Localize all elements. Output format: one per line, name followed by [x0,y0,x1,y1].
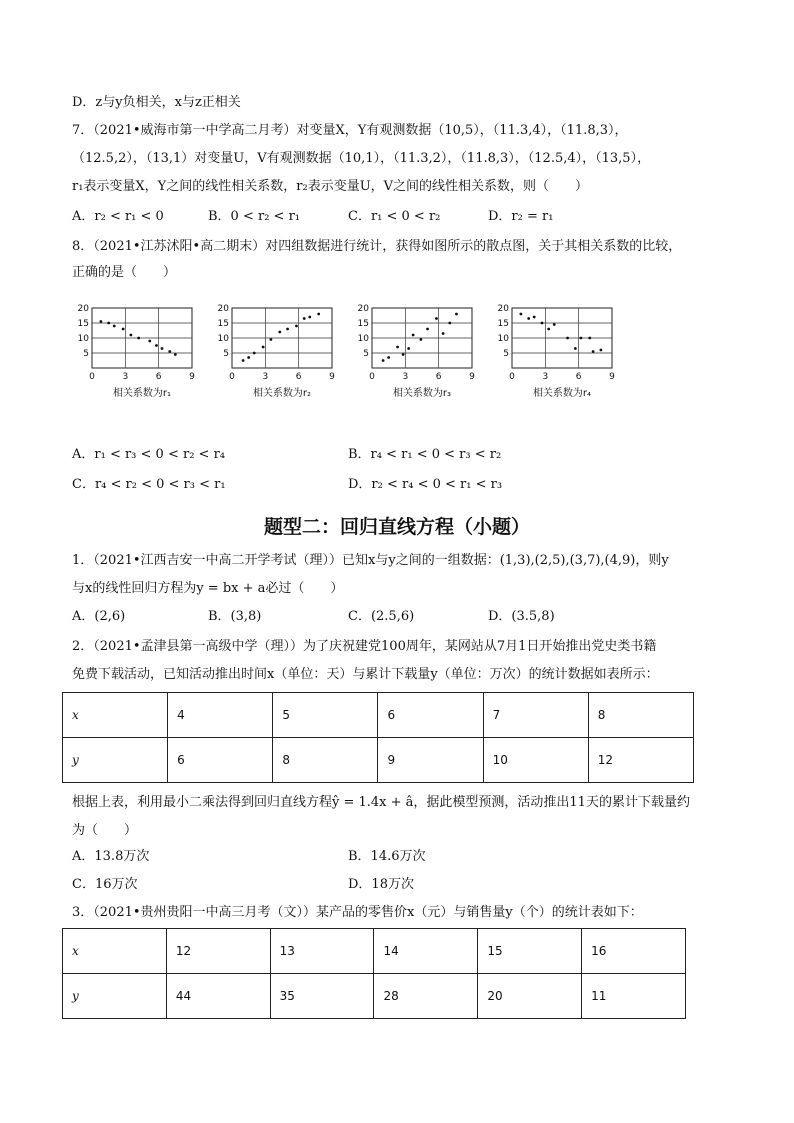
x-tick-label: 9 [609,372,615,382]
scatter-point [129,334,132,337]
table-cell: 44 [166,974,270,1019]
scatter-point [547,328,550,331]
scatter-point [247,356,250,359]
x-tick-label: 3 [122,372,129,382]
scatter-point [592,350,595,353]
scatter-point [396,346,399,349]
scatter-point [295,325,298,328]
q1-option-c: C．(2.5,6) [348,609,415,624]
q2-stem-line1: 2．（2021•孟津县第一高级中学（理））为了庆祝建党100周年，某网站从7月1日开始推出党史类书籍 [72,639,657,654]
x-tick-label: 3 [542,372,549,382]
q7-stem-line2: （12.5,2），（13,1）对变量U，V有观测数据（10,1），（11.3,2），（11.8,3），（12.5,4），（13,5）， [72,151,651,166]
q7-option-c: C．r₁ < 0 < r₂ [348,209,441,224]
y-tick-label: 10 [357,334,369,344]
scatter-point [317,313,320,316]
scatter-point [155,344,158,347]
q8-option-c: C．r₄ < r₂ < 0 < r₃ < r₁ [72,477,226,492]
table-cell: x [63,693,168,738]
scatter-point [402,353,405,356]
x-tick-label: 6 [295,372,302,382]
scatter-point [382,359,385,362]
section-title: 题型二：回归直线方程（小题） [263,516,530,538]
q1-option-b: B．(3,8) [208,609,262,624]
table-cell: 11 [582,974,686,1019]
scatter-point [435,317,438,320]
q7-option-b: B．0 < r₂ < r₁ [208,209,300,224]
x-axis-label: 相关系数为r₃ [392,388,452,399]
scatter-point [137,337,140,340]
q2-stem-line3: 根据上表，利用最小二乘法得到回归直线方程ŷ = 1.4x + â，据此模型预测，活动推出11天的累计下载量约 [72,795,690,810]
x-tick-label: 6 [155,372,162,382]
scatter-point [168,350,171,353]
scatter-point [448,322,451,325]
table-cell: 7 [483,693,588,738]
scatter-point [303,317,306,320]
scatter-point [566,337,569,340]
table-cell: 6 [168,738,273,783]
scatter-point [527,317,530,320]
scatter-point [99,320,102,323]
table-cell: 20 [478,974,582,1019]
x-tick-label: 9 [469,372,475,382]
scatter-point [426,328,429,331]
scatter-point [407,347,410,350]
scatter-point [588,337,591,340]
scatter-point [541,322,544,325]
scatter-point [122,328,125,331]
y-tick-label: 15 [497,319,509,329]
scatter-point [269,338,272,341]
x-tick-label: 0 [509,372,515,382]
q1-option-d: D．(3.5,8) [488,609,555,624]
scatter-point [308,316,311,319]
y-tick-label: 5 [363,349,369,359]
table-cell: 8 [588,693,693,738]
q2-option-a: A．13.8万次 [72,849,150,864]
q2-option-d: D．18万次 [348,877,414,892]
table-cell: 10 [483,738,588,783]
table-cell: 14 [374,929,478,974]
x-tick-label: 6 [435,372,442,382]
y-tick-label: 5 [503,349,509,359]
scatter-point [262,346,265,349]
scatter-svg-r2 [210,298,350,408]
table-cell: 5 [273,693,378,738]
table-row [63,693,694,738]
x-tick-label: 0 [89,372,95,382]
x-tick-label: 3 [262,372,269,382]
x-tick-label: 9 [329,372,335,382]
table-cell: 13 [270,929,374,974]
scatter-point [242,359,245,362]
scatter-point [599,349,602,352]
scatter-point [253,352,256,355]
table-cell: 35 [270,974,374,1019]
y-tick-label: 20 [217,304,229,314]
scatter-point [107,322,110,325]
y-tick-label: 15 [357,319,369,329]
table-cell: 15 [478,929,582,974]
q2-stem-line4: 为（ ） [72,823,138,838]
q1-stem-line1: 1．（2021•江西吉安一中高二开学考试（理））已知x与y之间的一组数据：(1,3),(2,5),(3,7),(4,9)，则y [72,553,669,568]
y-tick-label: 15 [77,319,89,329]
scatter-svg-r4 [490,298,630,408]
y-tick-label: 10 [217,334,229,344]
q7-stem-line1: 7．（2021•威海市第一中学高二月考）对变量X，Y有观测数据（10,5），（11.3,4），（11.8,3）， [72,123,628,138]
scatter-point [113,325,116,328]
y-tick-label: 15 [217,319,229,329]
scatter-svg-r3 [350,298,490,408]
q7-option-d: D．r₂ = r₁ [488,209,554,224]
x-tick-label: 3 [402,372,409,382]
y-tick-label: 5 [223,349,229,359]
table-cell: 12 [588,738,693,783]
table-cell: 4 [168,693,273,738]
y-tick-label: 20 [357,304,369,314]
table-row [63,738,694,783]
scatter-point [455,313,458,316]
scatter-point [161,347,164,350]
x-axis-label: 相关系数为r₄ [532,388,592,399]
table-row [63,974,686,1019]
scatter-svg-r1 [70,298,210,408]
q8-stem-line1: 8．（2021•江苏沭阳•高二期末）对四组数据进行统计，获得如图所示的散点图，关于其相关系数的比较， [72,239,682,254]
q2-option-b: B．14.6万次 [348,849,426,864]
q3-stem-line1: 3．（2021•贵州贵阳一中高三月考（文））某产品的零售价x（元）与销售量y（个）的统计表如下： [72,905,643,920]
x-axis-label: 相关系数为r₂ [252,388,312,399]
table-cell: 16 [582,929,686,974]
scatter-plot-r3 [350,298,490,408]
x-tick-label: 0 [229,372,235,382]
scatter-point [286,328,289,331]
table-cell: y [63,974,167,1019]
scatter-point [148,340,151,343]
y-tick-label: 20 [497,304,509,314]
table-cell: 9 [378,738,483,783]
table-cell: 12 [166,929,270,974]
scatter-point [579,337,582,340]
scatter-plot-r1 [70,298,210,408]
y-tick-label: 5 [83,349,89,359]
q2-option-c: C．16万次 [72,877,138,892]
scatter-plot-r2 [210,298,350,408]
table-cell: x [63,929,167,974]
table-cell: y [63,738,168,783]
q7-option-a: A．r₂ < r₁ < 0 [72,209,164,224]
scatter-point [278,331,281,334]
q2-data-table [62,692,694,783]
table-cell: 28 [374,974,478,1019]
q1-option-a: A．(2,6) [72,609,126,624]
x-tick-label: 6 [575,372,582,382]
x-tick-label: 9 [189,372,195,382]
scatter-point [387,356,390,359]
q1-stem-line2: 与x的线性回归方程为y = bx + a必过（ ） [72,581,344,596]
scatter-point [553,323,556,326]
x-tick-label: 0 [369,372,375,382]
scatter-point [519,313,522,316]
scatter-point [574,347,577,350]
q6-option-d: D．z与y负相关，x与z正相关 [72,95,241,110]
table-cell: 8 [273,738,378,783]
q3-data-table [62,928,686,1019]
scatter-plot-r4 [490,298,630,408]
scatter-point [412,334,415,337]
x-axis-label: 相关系数为r₁ [112,388,172,399]
scatter-point [174,353,177,356]
q8-option-a: A．r₁ < r₃ < 0 < r₂ < r₄ [72,447,225,462]
q8-option-b: B．r₄ < r₁ < 0 < r₃ < r₂ [348,447,502,462]
table-cell: 6 [378,693,483,738]
q8-stem-line2: 正确的是（ ） [72,265,177,280]
q7-stem-line3: r₁表示变量X，Y之间的线性相关系数，r₂表示变量U，V之间的线性相关系数，则（ ） [72,179,589,194]
table-row [63,929,686,974]
scatter-point [419,338,422,341]
scatter-point [442,332,445,335]
y-tick-label: 10 [77,334,89,344]
y-tick-label: 10 [497,334,509,344]
y-tick-label: 20 [77,304,89,314]
scatter-point [533,316,536,319]
q8-option-d: D．r₂ < r₄ < 0 < r₁ < r₃ [348,477,503,492]
q2-stem-line2: 免费下载活动，已知活动推出时间x（单位：天）与累计下载量y（单位：万次）的统计数据如表所示： [72,667,659,682]
